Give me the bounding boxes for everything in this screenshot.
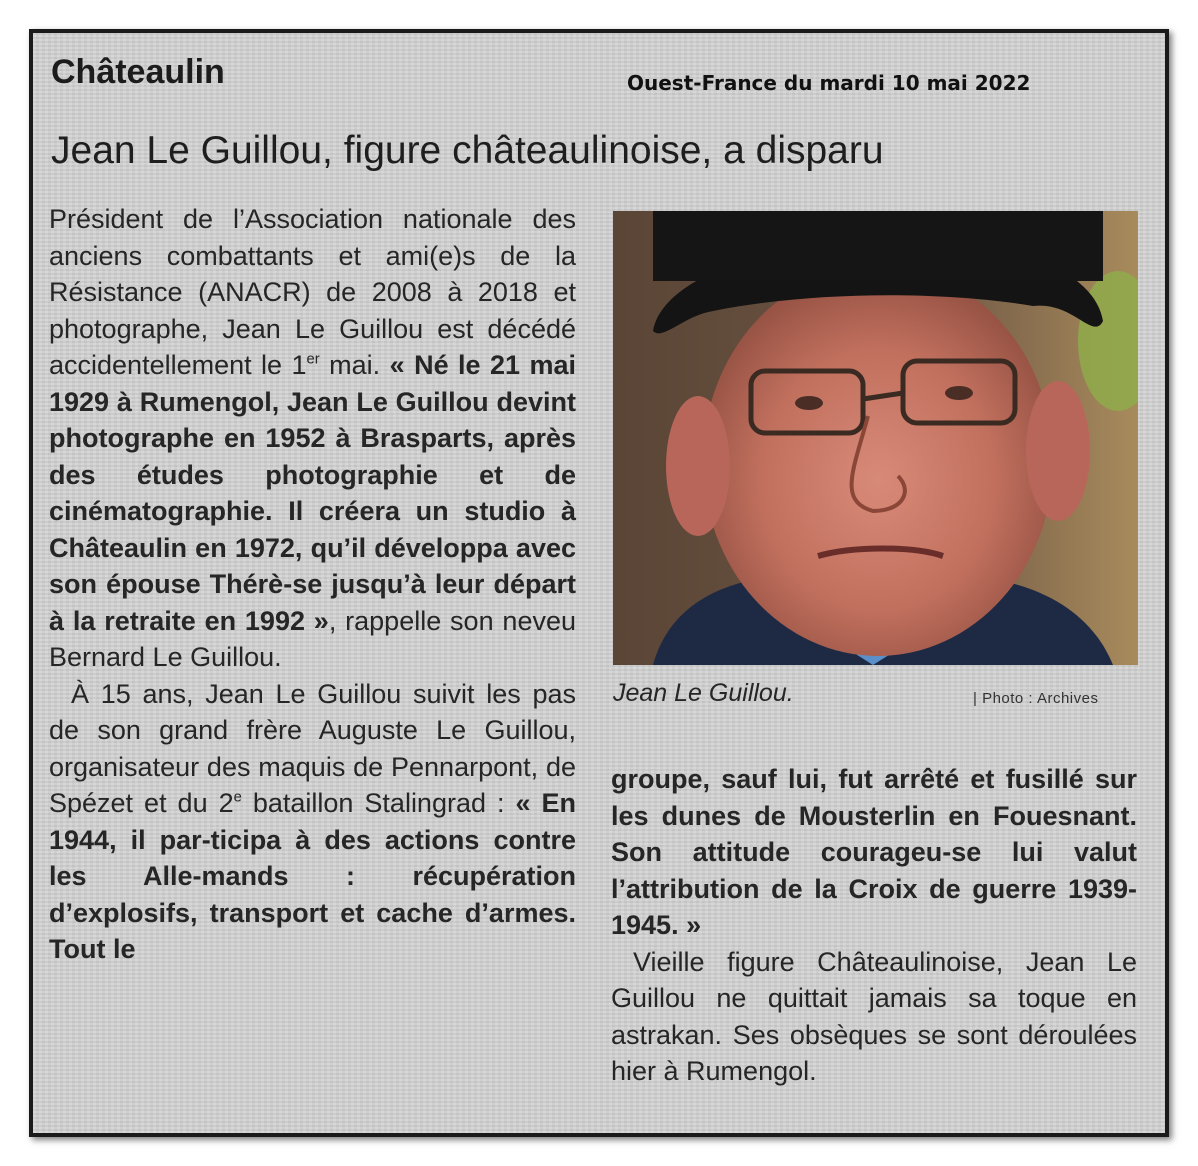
- p1-text-b: mai.: [319, 350, 390, 380]
- p2-text-b: bataillon Stalingrad :: [241, 788, 516, 818]
- publication-date: Ouest-France du mardi 10 mai 2022: [627, 71, 1031, 95]
- newspaper-clipping: [29, 29, 1169, 1137]
- section-title: Châteaulin: [51, 53, 225, 91]
- article-column-right: [611, 761, 1137, 1090]
- article-paragraph-2-continued: groupe, sauf lui, fut arrêté et fusillé sur les dunes de Mousterlin en Fouesnant. Son attitude courageu-se lui valut l’attribution de la Croix de guerre 1939-1945. »: [611, 764, 1137, 940]
- article-paragraph-2: [49, 676, 576, 968]
- p1-text-a: Président de l’Association nationale des anciens combattants et ami(e)s de la Résistance (ANACR) de 2008 à 2018 et photographe, Jean Le Guillou est décédé accidentellement le 1: [49, 204, 576, 380]
- p1-superscript: er: [306, 351, 320, 368]
- portrait-illustration: [613, 211, 1138, 665]
- article-headline: Jean Le Guillou, figure châteaulinoise, a disparu: [51, 129, 884, 172]
- p1-quote: « Né le 21 mai 1929 à Rumengol, Jean Le Guillou devint photographe en 1952 à Brasparts, après des études photographie et de cinématographie. Il créera un studio à Châteaulin en 1972, qu’il développa avec son épouse Thérè-se jusqu’à leur départ à la retraite en 1992 »: [49, 350, 576, 636]
- p1-text-c: , rappelle son neveu Bernard Le Guillou.: [49, 605, 576, 672]
- photo-credit: | Photo : Archives: [973, 690, 1099, 707]
- photo-caption: Jean Le Guillou.: [613, 679, 794, 707]
- article-paragraph-1: [49, 201, 576, 676]
- p2-text-a: À 15 ans, Jean Le Guillou suivit les pas de son grand frère Auguste Le Guillou, organisateur des maquis de Pennarpont, de Spézet et du 2: [49, 678, 576, 818]
- article-paragraph-3: Vieille figure Châteaulinoise, Jean Le Guillou ne quittait jamais sa toque en astrakan. Ses obsèques se sont déroulées hier à Rumengol.: [611, 946, 1137, 1086]
- p2-quote: « En 1944, il par-ticipa à des actions contre les Alle-mands : récupération d’explosifs, transport et cache d’armes. Tout le: [49, 788, 576, 964]
- portrait-photo: [613, 211, 1138, 665]
- p2-superscript: e: [233, 789, 242, 806]
- article-column-left: [49, 201, 576, 968]
